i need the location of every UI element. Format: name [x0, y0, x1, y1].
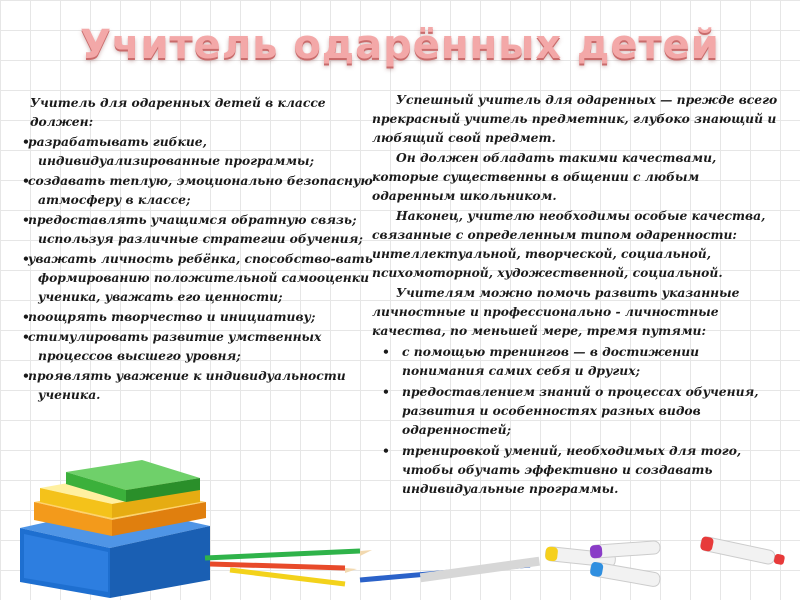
list-item: • создавать теплую, эмоционально безопасную атмосферу в классе; [24, 171, 379, 209]
page-title: Учитель одарённых детей [80, 22, 720, 68]
list-item: • предоставлять учащимся обратную связь; используя различные стратегии обучения; [24, 210, 379, 248]
list-item: • проявлять уважение к индивидуальности ученика. [24, 366, 379, 404]
right-column [372, 90, 784, 500]
list-item: • поощрять творчество и инициативу; [24, 307, 379, 326]
list-item: • стимулировать развитие умственных процессов высшего уровня; [24, 327, 379, 365]
requirements-list [24, 132, 379, 404]
markers-icon [545, 536, 786, 588]
paragraph: Учителям можно помочь развить указанные личностные и профессионально - личностные качества, по меньшей мере, тремя путями: [372, 285, 740, 338]
left-intro: Учитель для одаренных детей в классе должен: [30, 95, 326, 129]
paragraph: Наконец, учителю необходимы особые качества, связанные с определенным типом одаренности: интеллектуальной, творческой, социальной, психомоторной, художественной, социальной. [372, 208, 766, 280]
pencils-icon [205, 550, 540, 584]
left-column [24, 93, 379, 405]
list-item: • тренировкой умений, необходимых для того, чтобы обучать эффективно и создавать индивидуальные программы. [402, 441, 784, 498]
paragraph: Он должен обладать такими качествами, которые существенны в общении с любым одаренным школьником. [372, 150, 717, 203]
stack-of-books-icon [20, 460, 210, 598]
list-item: • с помощью тренингов — в достижении понимания самих себя и других; [402, 342, 784, 380]
decor-illustration [0, 440, 800, 600]
list-item: • разрабатывать гибкие, индивидуализированные программы; [24, 132, 379, 170]
paragraph: Успешный учитель для одаренных — прежде всего прекрасный учитель предметник, глубоко знающий и любящий свой предмет. [372, 92, 778, 145]
list-item: • уважать личность ребёнка, способство-вать формированию положительной самооценки ученика, уважать его ценности; [24, 249, 379, 306]
list-item: • предоставлением знаний о процессах обучения, развития и особенностях разных видов одаренностей; [402, 382, 784, 439]
